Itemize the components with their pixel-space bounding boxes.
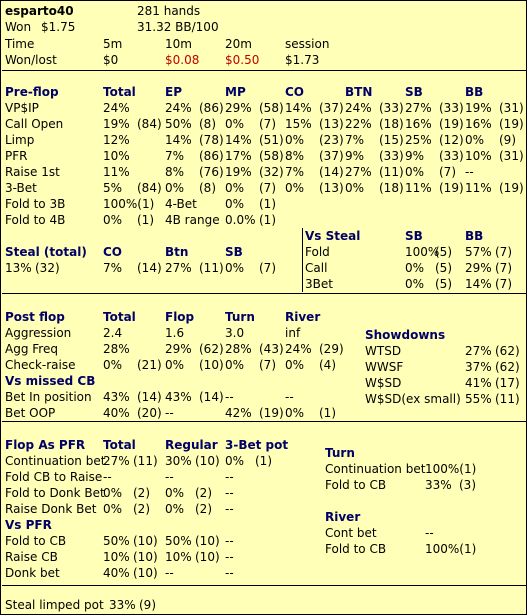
preflop-header-3: CO (285, 85, 305, 99)
preflop-cell-count: (31) (499, 101, 524, 115)
vs-pfr-value: 50% (165, 534, 192, 548)
preflop-cell-value: 14% (225, 133, 252, 147)
postflop-value: 0% (225, 358, 245, 372)
preflop-cell-value: 7% (165, 149, 185, 163)
preflop-row-label: Limp (5, 133, 35, 147)
flop-pfr-row-label: Raise Donk Bet (5, 502, 97, 516)
steal-cell-value: 27% (165, 261, 192, 275)
flop-pfr-count: (2) (133, 486, 150, 500)
postflop-value: 3.0 (225, 326, 245, 340)
missed-cb-count: (1) (319, 406, 336, 420)
preflop-cell-value: 0% (345, 181, 365, 195)
preflop-cell-value: -- (465, 165, 474, 179)
vs-pfr-row-label: Fold to CB (5, 534, 67, 548)
showdown-label: WWSF (365, 360, 404, 374)
preflop-cell-count: (8) (199, 117, 216, 131)
preflop-cell-count: (15) (379, 133, 404, 147)
flop-pfr-value: 0% (103, 502, 123, 516)
steal-limped-label: Steal limped pot (5, 598, 104, 612)
divider-top (2, 70, 526, 71)
river-cbet-value: -- (425, 526, 434, 540)
postflop-row-label: Aggression (5, 326, 72, 340)
preflop-cell-value: 8% (285, 149, 305, 163)
wonlost-value-2: $0.50 (225, 53, 260, 67)
won-label: Won (5, 20, 32, 34)
fold-to-3b-value: 100%(1) (103, 197, 155, 211)
missed-cb-count: (14) (199, 390, 224, 404)
river-fold-cb-label: Fold to CB (325, 542, 387, 556)
postflop-header-1: Flop (165, 310, 195, 324)
preflop-row-label: PFR (5, 149, 28, 163)
preflop-cell-value: 0% (225, 181, 245, 195)
preflop-cell-value: 0% (405, 165, 425, 179)
preflop-cell-value: 24% (345, 101, 372, 115)
vs-steal-count: (7) (495, 261, 512, 275)
preflop-header-2: MP (225, 85, 246, 99)
vs-steal-value: 0% (405, 261, 425, 275)
preflop-cell-count: (7) (259, 117, 276, 131)
preflop-cell-value: 27% (345, 165, 372, 179)
preflop-cell-count: (33) (439, 101, 464, 115)
missed-cb-value: 40% (103, 406, 130, 420)
missed-cb-row-label: Bet In position (5, 390, 92, 404)
steal-header-0: CO (103, 245, 123, 259)
preflop-cell-value: 25% (405, 133, 432, 147)
preflop-cell-value: 5% (103, 181, 123, 195)
preflop-cell-count: (7) (439, 165, 456, 179)
showdown-count: (11) (495, 392, 520, 406)
steal-header-1: Btn (165, 245, 189, 259)
vs-pfr-title: Vs PFR (5, 518, 52, 532)
preflop-cell-value: 7% (285, 165, 305, 179)
preflop-cell-count: (32) (259, 165, 284, 179)
preflop-cell-count: (7) (259, 181, 276, 195)
showdown-label: W$SD (365, 376, 402, 390)
flop-pfr-value: -- (103, 470, 112, 484)
flop-pfr-header-2: 3-Bet pot (225, 438, 289, 452)
preflop-cell-count: (8) (199, 181, 216, 195)
wonlost-value-3: $1.73 (285, 53, 320, 67)
missed-cb-value: 43% (165, 390, 192, 404)
preflop-header-1: EP (165, 85, 182, 99)
vs-steal-row-label: Call (305, 261, 328, 275)
vs-pfr-value: -- (165, 566, 174, 580)
steal-total-count: (32) (35, 261, 60, 275)
flop-pfr-value: -- (225, 502, 234, 516)
vs-pfr-count: (10) (133, 550, 158, 564)
postflop-title: Post flop (5, 310, 65, 324)
preflop-cell-value: 7% (345, 133, 365, 147)
vs-pfr-value: -- (225, 550, 234, 564)
missed-cb-value: -- (165, 406, 174, 420)
vs-pfr-row-label: Donk bet (5, 566, 60, 580)
preflop-cell-value: 0% (225, 117, 245, 131)
steal-cell-count: (11) (199, 261, 224, 275)
fold-to-3b-label: Fold to 3B (5, 197, 66, 211)
vs-missed-cb-title: Vs missed CB (5, 374, 96, 388)
turn-cbet-value: 100%(1) (425, 462, 477, 476)
vs-steal-value: 57% (465, 245, 492, 259)
4bet-count: (1) (259, 197, 276, 211)
time-col-2: 20m (225, 37, 252, 51)
fold-to-4b-label: Fold to 4B (5, 213, 66, 227)
steal-cell-value: 0% (225, 261, 245, 275)
vs-pfr-value: -- (225, 534, 234, 548)
flop-pfr-header-1: Regular (165, 438, 218, 452)
4bet-label: 4-Bet (165, 197, 197, 211)
steal-total-value: 13% (5, 261, 32, 275)
preflop-cell-value: 9% (405, 149, 425, 163)
flop-pfr-value: -- (165, 470, 174, 484)
preflop-header-0: Total (103, 85, 136, 99)
4bet-value: 0% (225, 197, 245, 211)
showdowns-title: Showdowns (365, 328, 446, 342)
fold-to-4b-count: (1) (137, 213, 154, 227)
missed-cb-count: (19) (259, 406, 284, 420)
preflop-title: Pre-flop (5, 85, 59, 99)
preflop-cell-count: (86) (199, 101, 224, 115)
postflop-value: 28% (103, 342, 130, 356)
preflop-cell-count: (19) (439, 117, 464, 131)
vs-steal-value: 14% (465, 277, 492, 291)
showdown-count: (62) (495, 344, 520, 358)
turn-fold-cb-count: (3) (459, 478, 476, 492)
vs-pfr-value: 40% (103, 566, 130, 580)
vs-steal-count: (7) (495, 245, 512, 259)
preflop-cell-value: 17% (225, 149, 252, 163)
steal-limped-value: 33% (109, 598, 136, 612)
divider-low (2, 421, 526, 422)
postflop-header-2: Turn (225, 310, 255, 324)
vs-steal-value: 0% (405, 277, 425, 291)
flop-pfr-count: (10) (195, 454, 220, 468)
flop-pfr-count: (11) (133, 454, 158, 468)
vs-steal-count: (5) (435, 261, 452, 275)
turn-cbet-label: Continuation bet (325, 462, 426, 476)
preflop-cell-count: (84) (137, 181, 162, 195)
showdown-count: (62) (495, 360, 520, 374)
preflop-cell-count: (18) (379, 117, 404, 131)
preflop-cell-value: 11% (465, 181, 492, 195)
preflop-cell-value: 27% (405, 101, 432, 115)
flop-pfr-value: 0% (165, 486, 185, 500)
preflop-cell-count: (58) (259, 101, 284, 115)
divider-mid (2, 293, 526, 294)
vs-steal-count: (5) (435, 277, 452, 291)
missed-cb-row-label: Bet OOP (5, 406, 56, 420)
steal-title: Steal (total) (5, 245, 87, 259)
preflop-cell-value: 0% (285, 133, 305, 147)
vs-steal-row-label: Fold (305, 245, 330, 259)
vs-pfr-value: 10% (103, 550, 130, 564)
vs-pfr-value: -- (225, 566, 234, 580)
flop-pfr-value: 0% (225, 454, 245, 468)
preflop-cell-value: 14% (165, 133, 192, 147)
postflop-count: (62) (199, 342, 224, 356)
postflop-value: 0% (285, 358, 305, 372)
vs-steal-title: Vs Steal (305, 229, 361, 243)
preflop-cell-count: (19) (499, 117, 524, 131)
time-col-1: 10m (165, 37, 192, 51)
preflop-cell-count: (76) (199, 165, 224, 179)
river-cbet-label: Cont bet (325, 526, 377, 540)
player-name[interactable]: esparto40 (5, 4, 74, 18)
vs-pfr-value: 10% (165, 550, 192, 564)
river-fold-cb-value: 100%(1) (425, 542, 477, 556)
vs-steal-count: (5) (435, 245, 452, 259)
postflop-count: (4) (319, 358, 336, 372)
preflop-cell-count: (11) (379, 165, 404, 179)
preflop-cell-count: (12) (439, 133, 464, 147)
preflop-cell-value: 24% (165, 101, 192, 115)
preflop-cell-count: (19) (499, 181, 524, 195)
preflop-cell-value: 9% (345, 149, 365, 163)
preflop-cell-value: 8% (165, 165, 185, 179)
4b-range-value: 0.0% (225, 213, 256, 227)
bb-per-100: 31.32 BB/100 (137, 20, 219, 34)
postflop-count: (21) (137, 358, 162, 372)
vs-pfr-count: (10) (195, 550, 220, 564)
vs-steal-value: 100% (405, 245, 440, 259)
preflop-row-label: 3-Bet (5, 181, 37, 195)
vs-steal-divider (302, 228, 303, 292)
preflop-cell-value: 19% (103, 117, 130, 131)
vs-pfr-count: (10) (195, 534, 220, 548)
showdown-value: 41% (465, 376, 492, 390)
missed-cb-count: (20) (137, 406, 162, 420)
vs-pfr-count: (10) (133, 566, 158, 580)
preflop-cell-count: (31) (499, 149, 524, 163)
showdown-count: (17) (495, 376, 520, 390)
preflop-cell-value: 0% (165, 181, 185, 195)
missed-cb-value: -- (225, 390, 234, 404)
preflop-cell-count: (51) (259, 133, 284, 147)
preflop-cell-value: 10% (465, 149, 492, 163)
postflop-count: (43) (259, 342, 284, 356)
postflop-value: 24% (285, 342, 312, 356)
flop-pfr-value: 0% (165, 502, 185, 516)
missed-cb-value: 43% (103, 390, 130, 404)
time-col-0: 5m (103, 37, 123, 51)
preflop-cell-value: 16% (465, 117, 492, 131)
time-label: Time (5, 37, 35, 51)
wonlost-value-0: $0 (103, 53, 119, 67)
flop-pfr-count: (2) (195, 486, 212, 500)
preflop-cell-count: (37) (319, 149, 344, 163)
4b-range-label: 4B range (165, 213, 220, 227)
preflop-cell-count: (33) (379, 101, 404, 115)
preflop-cell-count: (78) (199, 133, 224, 147)
preflop-cell-count: (9) (499, 133, 516, 147)
showdown-value: 27% (465, 344, 492, 358)
postflop-value: inf (285, 326, 301, 340)
postflop-header-0: Total (103, 310, 136, 324)
preflop-cell-value: 11% (103, 165, 130, 179)
preflop-cell-value: 19% (225, 165, 252, 179)
vs-steal-row-label: 3Bet (305, 277, 333, 291)
preflop-row-label: Call Open (5, 117, 64, 131)
preflop-cell-count: (84) (137, 117, 162, 131)
vs-pfr-row-label: Raise CB (5, 550, 58, 564)
showdown-label: W$SD(ex small) (365, 392, 461, 406)
preflop-cell-count: (14) (319, 165, 344, 179)
preflop-cell-value: 24% (103, 101, 130, 115)
missed-cb-value: 0% (285, 406, 305, 420)
showdown-label: WTSD (365, 344, 402, 358)
wonlost-value-1: $0.08 (165, 53, 200, 67)
preflop-cell-count: (86) (199, 149, 224, 163)
preflop-cell-count: (13) (319, 117, 344, 131)
showdown-value: 55% (465, 392, 492, 406)
preflop-cell-count: (58) (259, 149, 284, 163)
flop-pfr-title: Flop As PFR (5, 438, 86, 452)
steal-limped-count: (9) (139, 598, 156, 612)
steal-header-2: SB (225, 245, 243, 259)
vs-steal-header-0: SB (405, 229, 423, 243)
steal-cell-value: 7% (103, 261, 123, 275)
preflop-header-6: BB (465, 85, 484, 99)
postflop-value: 2.4 (103, 326, 123, 340)
preflop-cell-count: (37) (319, 101, 344, 115)
showdown-value: 37% (465, 360, 492, 374)
postflop-row-label: Agg Freq (5, 342, 58, 356)
divider-bottom (2, 585, 526, 586)
postflop-value: 0% (165, 358, 185, 372)
missed-cb-count: (14) (137, 390, 162, 404)
4b-range-count: (1) (259, 213, 276, 227)
wonlost-label: Won/lost (5, 53, 57, 67)
preflop-cell-value: 16% (405, 117, 432, 131)
missed-cb-value: -- (285, 390, 294, 404)
preflop-cell-value: 50% (165, 117, 192, 131)
preflop-cell-value: 14% (285, 101, 312, 115)
preflop-header-4: BTN (345, 85, 373, 99)
vs-pfr-count: (10) (133, 534, 158, 548)
vs-steal-count: (7) (495, 277, 512, 291)
postflop-count: (7) (259, 358, 276, 372)
vs-steal-header-1: BB (465, 229, 484, 243)
flop-pfr-count: (1) (255, 454, 272, 468)
preflop-cell-value: 12% (103, 133, 130, 147)
postflop-header-3: River (285, 310, 321, 324)
flop-pfr-row-label: Fold CB to Raise (5, 470, 103, 484)
postflop-value: 1.6 (165, 326, 185, 340)
preflop-cell-value: 29% (225, 101, 252, 115)
preflop-cell-value: 0% (285, 181, 305, 195)
postflop-value: 29% (165, 342, 192, 356)
flop-pfr-value: -- (225, 486, 234, 500)
turn-title: Turn (325, 446, 355, 460)
vs-pfr-value: 50% (103, 534, 130, 548)
time-col-3: session (285, 37, 330, 51)
steal-cell-count: (7) (259, 261, 276, 275)
fold-to-4b-value: 0% (103, 213, 123, 227)
steal-cell-count: (14) (137, 261, 162, 275)
preflop-cell-value: 19% (465, 101, 492, 115)
flop-pfr-value: -- (225, 470, 234, 484)
turn-fold-cb-value: 33% (425, 478, 452, 492)
preflop-cell-count: (19) (439, 181, 464, 195)
postflop-value: 28% (225, 342, 252, 356)
flop-pfr-header-0: Total (103, 438, 136, 452)
flop-pfr-row-label: Fold to Donk Bet (5, 486, 105, 500)
preflop-cell-count: (33) (379, 149, 404, 163)
preflop-cell-value: 15% (285, 117, 312, 131)
river-title: River (325, 510, 361, 524)
preflop-cell-value: 0% (465, 133, 485, 147)
preflop-cell-value: 22% (345, 117, 372, 131)
flop-pfr-row-label: Continuation bet (5, 454, 106, 468)
flop-pfr-count: (2) (195, 502, 212, 516)
preflop-cell-value: 11% (405, 181, 432, 195)
preflop-cell-count: (18) (379, 181, 404, 195)
flop-pfr-value: 27% (103, 454, 130, 468)
flop-pfr-value: 0% (103, 486, 123, 500)
vs-steal-value: 29% (465, 261, 492, 275)
won-value: $1.75 (41, 20, 76, 34)
flop-pfr-count: (2) (133, 502, 150, 516)
turn-fold-cb-label: Fold to CB (325, 478, 387, 492)
postflop-value: 0% (103, 358, 123, 372)
preflop-header-5: SB (405, 85, 423, 99)
preflop-cell-count: (33) (439, 149, 464, 163)
preflop-row-label: Raise 1st (5, 165, 60, 179)
hand-count: 281 hands (137, 4, 201, 18)
flop-pfr-value: 30% (165, 454, 192, 468)
preflop-row-label: VP$IP (5, 101, 39, 115)
postflop-row-label: Check-raise (5, 358, 76, 372)
preflop-cell-count: (13) (319, 181, 344, 195)
preflop-cell-value: 10% (103, 149, 130, 163)
postflop-count: (10) (199, 358, 224, 372)
postflop-count: (29) (319, 342, 344, 356)
preflop-cell-count: (23) (319, 133, 344, 147)
missed-cb-value: 42% (225, 406, 252, 420)
